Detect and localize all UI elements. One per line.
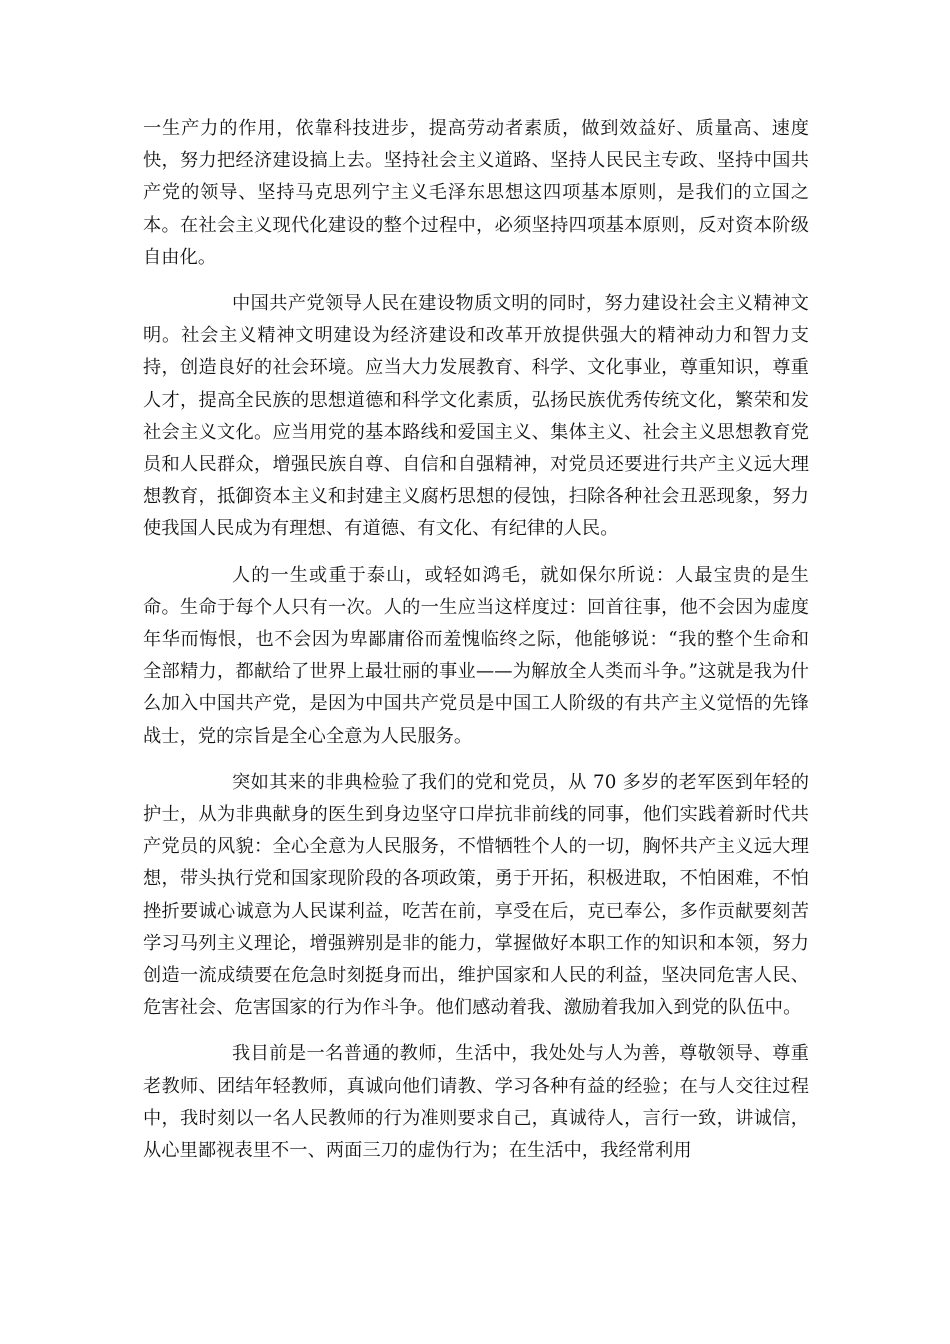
paragraph-1: 一生产力的作用，依靠科技进步，提高劳动者素质，做到效益好、质量高、速度快，努力把经济建设搞上去。坚持社会主义道路、坚持人民民主专政、坚持中国共产党的领导、坚持马克思列宁主义毛泽东思想这四项基本原则，是我们的立国之本。在社会主义现代化建设的整个过程中，必须坚持四项基本原则，反对资本阶级自由化。 (143, 118, 809, 268)
document-body (143, 113, 809, 1181)
paragraph-3: 人的一生或重于泰山，或轻如鸿毛，就如保尔所说：人最宝贵的是生命。生命于每个人只有一次。人的一生应当这样度过：回首往事，他不会因为虚度年华而悔恨，也不会因为卑鄙庸俗而羞愧临终之际，他能够说：“我的整个生命和全部精力，都献给了世界上最壮丽的事业——为解放全人类而斗争。”这就是我为什么加入中国共产党，是因为中国共产党员是中国工人阶级的有共产主义觉悟的先锋战士，党的宗旨是全心全意为人民服务。 (143, 564, 809, 747)
paragraph-2: 中国共产党领导人民在建设物质文明的同时，努力建设社会主义精神文明。社会主义精神文明建设为经济建设和改革开放提供强大的精神动力和智力支持，创造良好的社会环境。应当大力发展教育、科学、文化事业，尊重知识，尊重人才，提高全民族的思想道德和科学文化素质，弘扬民族优秀传统文化，繁荣和发社会主义文化。应当用党的基本路线和爱国主义、集体主义、社会主义思想教育党员和人民群众，增强民族自尊、自信和自强精神，对党员还要进行共产主义远大理想教育，抵御资本主义和封建主义腐朽思想的侵蚀，扫除各种社会丑恶现象，努力使我国人民成为有理想、有道德、有文化、有纪律的人民。 (143, 293, 809, 540)
paragraph-5: 我目前是一名普通的教师，生活中，我处处与人为善，尊敬领导、尊重老教师、团结年轻教师，真诚向他们请教、学习各种有益的经验；在与人交往过程中，我时刻以一名人民教师的行为准则要求自己，真诚待人，言行一致，讲诚信，从心里鄙视表里不一、两面三刀的虚伪行为；在生活中，我经常利用 (143, 1043, 809, 1162)
paragraph-4: 突如其来的非典检验了我们的党和党员，从 70 多岁的老军医到年轻的护士，从为非典献身的医生到身边坚守口岸抗非前线的同事，他们实践着新时代共产党员的风貌：全心全意为人民服务，不惜牺牲个人的一切，胸怀共产主义远大理想，带头执行党和国家现阶段的各项政策，勇于开拓，积极进取，不怕困难，不怕挫折要诚心诚意为人民谋利益，吃苦在前，享受在后，克已奉公，多作贡献要刻苦学习马列主义理论，增强辨别是非的能力，掌握做好本职工作的知识和本领，努力创造一流成绩要在危急时刻挺身而出，维护国家和人民的利益，坚决同危害人民、危害社会、危害国家的行为作斗争。他们感动着我、激励着我加入到党的队伍中。 (143, 771, 809, 1019)
